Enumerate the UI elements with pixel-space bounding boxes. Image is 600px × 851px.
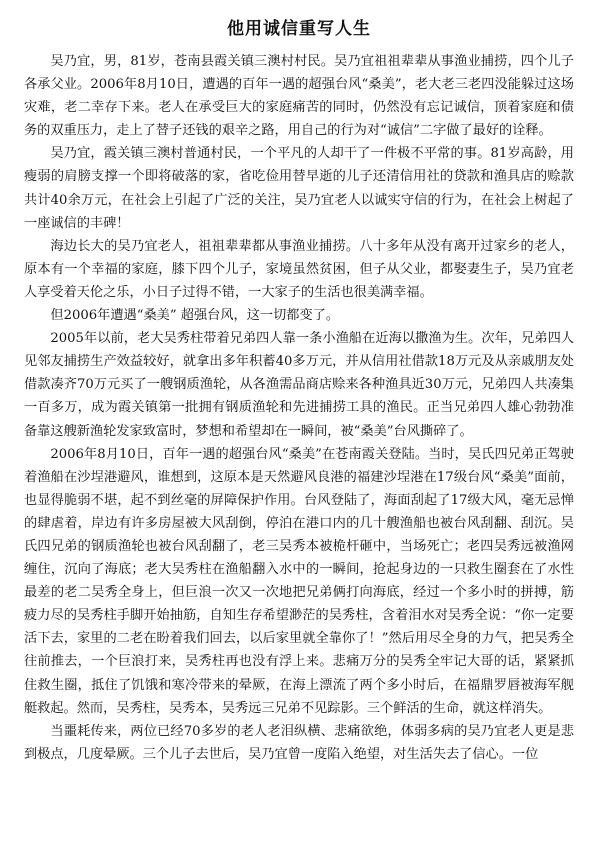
paragraph-turning-point: 但2006年遭遇“桑美” 超强台风，这一切都变了。: [50, 308, 340, 324]
paragraph-fishing-boat: 2005年以前，老大吴秀柱带着兄弟四人靠一条小渔船在近海以撒渔为生。次年，兄弟四人见邻友捕捞生产效益较好，就拿出多年积蓄40多万元，并从信用社借款18万元及从亲戚朋友处借款凑齐70万元买了一艘钢质渔轮，从各渔需品商店赊来各种渔具近30万元，兄弟四人共凑集一百多万，成为霞关镇第一批拥有钢质渔轮和先进捕捞工具的渔民。正当兄弟四人雄心勃勃准备靠这艘新渔轮发家致富时，梦想和希望却在一瞬间，被“桑美”台风撕碎了。: [24, 331, 574, 439]
paragraph-family: 海边长大的吴乃宜老人，祖祖辈辈都从事渔业捕捞。八十多年从没有离开过家乡的老人，原本有一个幸福的家庭，膝下四个儿子，家境虽然贫困，但子从父业，都娶妻生子，吴乃宜老人享受着天伦之乐，小日子过得不错，一大家子的生活也很美满幸福。: [24, 238, 574, 300]
article-body: [24, 50, 574, 766]
paragraph-aftermath: 当噩耗传来，两位已经70多岁的老人老泪纵横、悲痛欲绝，体弱多病的吴乃宜老人更是悲到极点，几度晕厥。三个儿子去世后，吴乃宜曾一度陷入绝望，对生活失去了信心。一位: [24, 723, 574, 762]
paragraph-profile: 吴乃宜，霞关镇三澳村普通村民，一个平凡的人却干了一件极不平常的事。81岁高龄，用瘦弱的肩膀支撑一个即将破落的家，省吃俭用替早逝的儿子还清信用社的贷款和渔具店的赊款共计40余万元，在社会上引起了广泛的关注，吴乃宜老人以诚实守信的行为，在社会上树起了一座诚信的丰碑！: [24, 146, 574, 231]
paragraph-intro: 吴乃宜，男，81岁，苍南县霞关镇三澳村村民。吴乃宜祖祖辈辈从事渔业捕捞，四个儿子各承父业。2006年8月10日，遭遇的百年一遇的超强台风“桑美”，老大老三老四没能躲过这场灾难，老二幸存下来。老人在承受巨大的家庭痛苦的同时，仍然没有忘记诚信，顶着家庭和债务的双重压力，走上了替子还钱的艰辛之路，用自己的行为对“诚信”二字做了最好的诠释。: [24, 54, 574, 139]
article-title: 他用诚信重写人生: [227, 19, 371, 39]
paragraph-typhoon: 2006年8月10日，百年一遇的超强台风“桑美”在苍南霞关登陆。当时，吴氏四兄弟正驾驶着渔船在沙埕港避风，谁想到，这原本是天然避风良港的福建沙埕港在17级台风“桑美”面前，也显得脆弱不堪，起不到丝毫的屏障保护作用。台风登陆了，海面刮起了17级大风，毫无忌惮的肆虐着，岸边有许多房屋被大风刮倒，停泊在港口内的几十艘渔船也被台风刮翻、刮沉。吴氏四兄弟的钢质渔轮也被台风刮翻了，老三吴秀本被桅杆砸中，当场死亡；老四吴秀远被渔网缠住，沉向了海底；老大吴秀柱在渔船翻入水中的一瞬间，抢起身边的一只救生圈套在了水性最差的老二吴秀全身上，但巨浪一次又一次地把兄弟俩打向海底，经过一个多小时的拼搏，筋疲力尽的吴秀柱手脚开始抽筋，自知生存希望渺茫的吴秀柱，含着泪水对吴秀全说：“你一定要活下去，家里的二老在盼着我们回去，以后家里就全靠你了！”然后用尽全身的力气，把吴秀全往前推去，一个巨浪打来，吴秀柱再也没有浮上来。悲痛万分的吴秀全牢记大哥的话，紧紧抓住救生圈，抵住了饥饿和寒冷带来的晕厥，在海上漂流了两个多小时后，在福鼎罗唇被海军舰艇救起。然而，吴秀柱，吴秀本，吴秀远三兄弟不见踪影。三个鲜活的生命，就这样消失。: [24, 446, 574, 716]
